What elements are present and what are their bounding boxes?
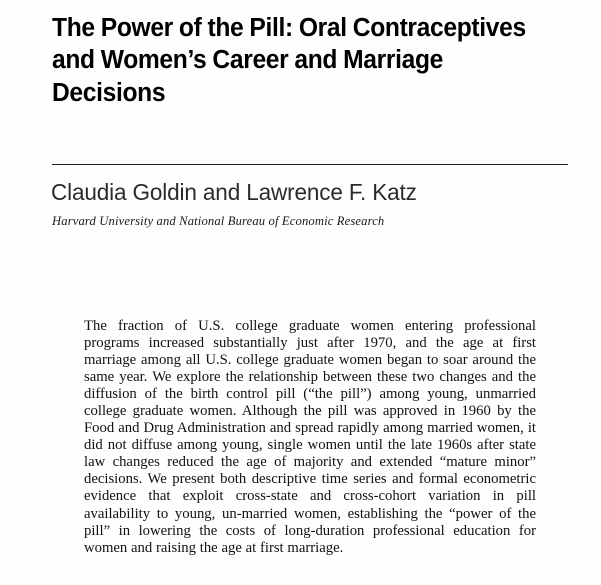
abstract-text: The fraction of U.S. college graduate women entering professional programs increased substantially just after 1970, and the age at first marriage among all U.S. college graduate women began to soar around the same year. We explore the relationship between these two changes and the diffusion of the birth control pill (“the pill”) among young, unmarried college graduate women. Although the pill was approved in 1960 by the Food and Drug Administration and spread rapidly among married women, it did not diffuse among young, single women until the late 1960s after state law changes reduced the age of majority and extended “mature minor” decisions. We present both descriptive time series and formal econometric evidence that exploit cross-state and cross-cohort variation in pill availability to young, un-married women, establishing the “power of the pill” in lowering the costs of long-duration professional education for women and raising the age at first marriage. xyxy=(84,318,536,556)
author-affiliation: Harvard University and National Bureau of Economic Research xyxy=(52,214,385,228)
header-divider-rule xyxy=(52,164,568,165)
title-block xyxy=(52,12,557,109)
author-byline: Claudia Goldin and Lawrence F. Katz xyxy=(51,179,417,205)
page-title: The Power of the Pill: Oral Contraceptives and Women’s Career and Marriage Decisions xyxy=(52,14,526,107)
